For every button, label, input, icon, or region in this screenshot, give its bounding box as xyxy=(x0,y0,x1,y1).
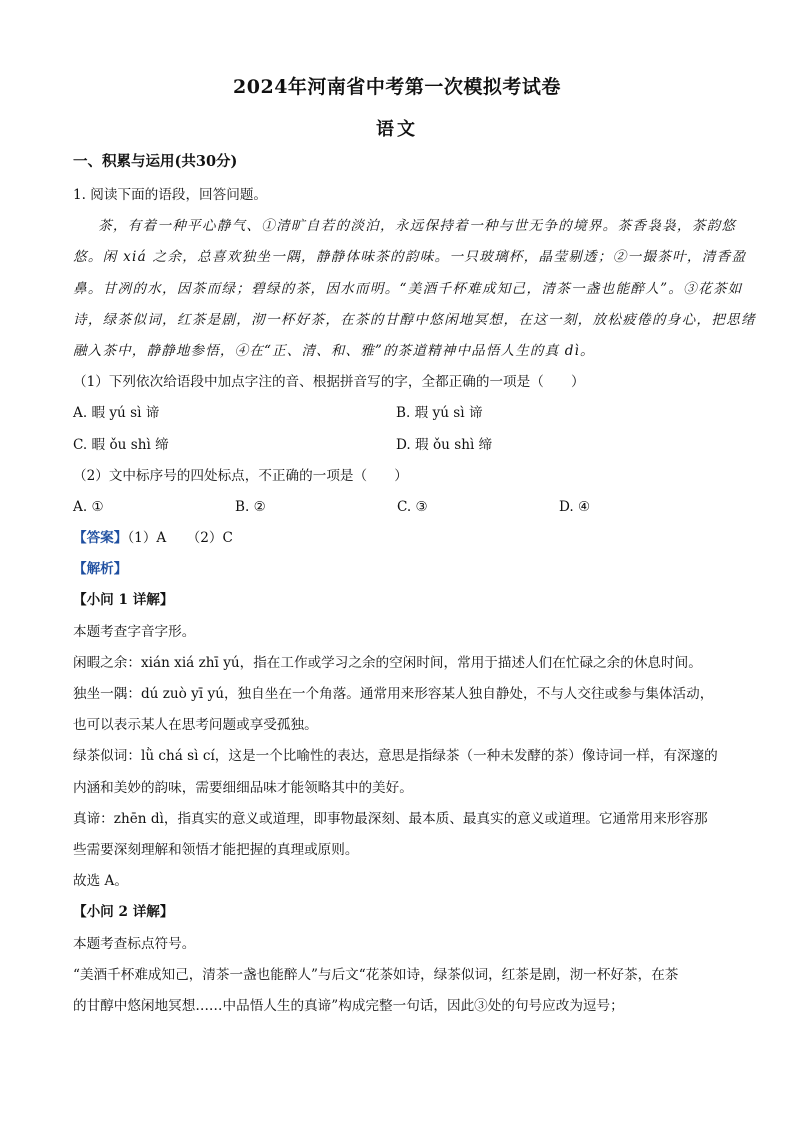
option-b: B. 瑕 yú sì 谛 xyxy=(396,405,483,422)
passage-line: 鼻。甘冽的水，因茶而绿；碧绿的茶，因水而明。“美酒千杯难成知己，清茶一盏也能醉人”。③花茶如 xyxy=(73,280,743,297)
subquestion-2-stem: （2）文中标序号的四处标点，不正确的一项是（ ） xyxy=(73,467,408,484)
option-d: D. ④ xyxy=(559,498,591,515)
answer-tag: 【答案】 xyxy=(73,530,128,547)
page-title: 2024年河南省中考第一次模拟考试卷 xyxy=(233,76,561,98)
option-c: C. ③ xyxy=(397,498,428,515)
subquestion-2-options-row xyxy=(73,492,723,523)
detail-2-text: “美酒千杯难成知己，清茶一盏也能醉人”与后文“花茶如诗，绿茶似词，红茶是剧，沏一杯好茶，在茶 xyxy=(73,966,679,983)
answer-line xyxy=(73,523,723,554)
detail-1-text: 闲暇之余：xián xiá zhī yú，指在工作或学习之余的空闲时间，常用于描述人们在忙碌之余的休息时间。 xyxy=(73,654,702,671)
subquestion-1-options-row xyxy=(73,398,723,429)
detail-2-text: 本题考查标点符号。 xyxy=(73,935,196,952)
option-d: D. 瑕 ǒu shì 缔 xyxy=(396,436,493,453)
option-b: B. ② xyxy=(235,498,266,515)
detail-1-heading: 【小问 1 详解】 xyxy=(73,592,174,609)
detail-2-text: 的甘醇中悠闲地冥想……中品悟人生的真谛”构成完整一句话，因此③处的句号应改为逗号； xyxy=(73,997,624,1014)
passage-line: 茶，有着一种平心静气、①清旷自若的淡泊，永远保持着一种与世无争的境界。茶香袅袅，茶韵悠 xyxy=(98,218,737,235)
subquestion-1-options-row xyxy=(73,430,723,461)
detail-1-text: 真谛：zhēn dì，指真实的意义或道理，即事物最深刻、最本质、最真实的意义或道理。它通常用来形容那 xyxy=(73,810,708,827)
detail-1-text: 故选 A。 xyxy=(73,873,128,890)
detail-1-text: 独坐一隅：dú zuò yī yú，独自坐在一个角落。通常用来形容某人独自静处，不与人交往或参与集体活动， xyxy=(73,686,714,702)
page-subtitle: 语文 xyxy=(376,119,418,140)
detail-1-text: 些需要深刻理解和领悟才能把握的真理或原则。 xyxy=(73,841,359,858)
content-body xyxy=(73,180,756,1022)
detail-1-text: 也可以表示某人在思考问题或享受孤独。 xyxy=(73,717,318,734)
option-a: A. 暇 yú sì 谛 xyxy=(73,405,160,422)
detail-1-text: 内涵和美妙的韵味，需要细细品味才能领略其中的美好。 xyxy=(73,779,413,796)
passage-line: 融入茶中，静静地参悟，④在“正、清、和、雅”的茶道精神中品悟人生的真 dì。 xyxy=(73,342,595,359)
option-a: A. ① xyxy=(73,498,104,515)
reading-passage xyxy=(73,211,756,367)
detail-1-text: 绿茶似词：lǜ chá sì cí，这是一个比喻性的表达，意思是指绿茶（一种未发酵的茶）像诗词一样，有深邃的 xyxy=(73,748,718,765)
section-heading: 一、积累与运用(共30分) xyxy=(73,153,238,170)
question-stem: 1. 阅读下面的语段，回答问题。 xyxy=(73,187,268,203)
detail-1-text: 本题考查字音字形。 xyxy=(73,623,196,640)
passage-line: 悠。闲 xiá 之余，总喜欢独坐一隅，静静体味茶的韵味。一只玻璃杯，晶莹剔透；②一撮茶叶，清香盈 xyxy=(73,249,747,266)
subquestion-1-stem: （1）下列依次给语段中加点字注的音、根据拼音写的字，全都正确的一项是（ ） xyxy=(73,374,585,391)
answer-text: （1）A （2）C xyxy=(127,530,233,547)
option-c: C. 暇 ǒu shì 缔 xyxy=(73,436,169,453)
detail-2-heading: 【小问 2 详解】 xyxy=(73,904,174,921)
passage-line: 诗，绿茶似词，红茶是剧，沏一杯好茶，在茶的甘醇中悠闲地冥想，在这一刻，放松疲倦的身心，把思绪 xyxy=(73,311,756,328)
analysis-line xyxy=(73,554,723,585)
analysis-tag: 【解析】 xyxy=(73,561,128,578)
